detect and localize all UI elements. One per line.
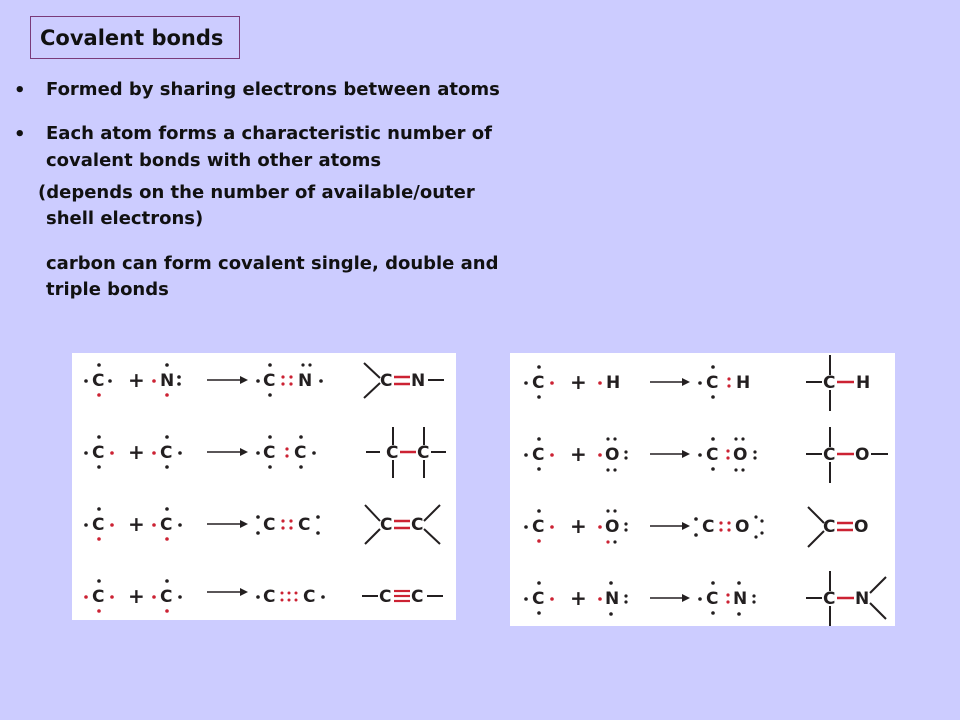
- svg-text:O: O: [855, 445, 870, 465]
- svg-text:H: H: [606, 373, 621, 393]
- row-c-plus-c-single: [84, 427, 446, 478]
- note-carbon-cont: triple bonds: [46, 279, 169, 300]
- svg-text:+: +: [128, 584, 145, 608]
- svg-text:C: C: [702, 517, 715, 537]
- svg-text:C: C: [706, 373, 719, 393]
- note-carbon: carbon can form covalent single, double and: [46, 253, 499, 274]
- svg-text:C: C: [823, 445, 836, 465]
- svg-text:O: O: [733, 445, 748, 465]
- svg-text:C: C: [263, 587, 276, 607]
- svg-text:+: +: [128, 368, 145, 392]
- svg-text:C: C: [823, 373, 836, 393]
- svg-text:C: C: [294, 443, 307, 463]
- bullet-dot: •: [14, 124, 26, 145]
- svg-text:C: C: [823, 517, 836, 537]
- svg-text:C: C: [92, 443, 105, 463]
- row-c-plus-o-single: [524, 427, 888, 483]
- svg-text:H: H: [736, 373, 751, 393]
- svg-text:O: O: [735, 517, 750, 537]
- svg-text:C: C: [263, 443, 276, 463]
- svg-text:C: C: [263, 371, 276, 391]
- svg-text:C: C: [92, 515, 105, 535]
- svg-text:C: C: [298, 515, 311, 535]
- svg-text:C: C: [411, 515, 424, 535]
- svg-text:N: N: [733, 589, 748, 609]
- bullet-sharing: Formed by sharing electrons between atoms: [46, 79, 500, 100]
- row-c-plus-c-double: [84, 505, 440, 544]
- svg-text:N: N: [298, 371, 313, 391]
- svg-text:C: C: [386, 443, 399, 463]
- svg-text:C: C: [380, 371, 393, 391]
- svg-text:C: C: [706, 589, 719, 609]
- svg-text:C: C: [532, 373, 545, 393]
- note-depends-cont: shell electrons): [46, 208, 204, 229]
- svg-text:C: C: [532, 517, 545, 537]
- svg-text:+: +: [570, 370, 587, 394]
- svg-text:C: C: [263, 515, 276, 535]
- svg-text:C: C: [160, 443, 173, 463]
- row-c-plus-n: [84, 363, 444, 398]
- svg-text:O: O: [854, 517, 869, 537]
- svg-text:C: C: [532, 589, 545, 609]
- svg-text:C: C: [532, 445, 545, 465]
- svg-text:+: +: [570, 586, 587, 610]
- svg-text:C: C: [160, 515, 173, 535]
- note-depends: (depends on the number of available/outer: [38, 182, 475, 203]
- slide-title: Covalent bonds: [30, 16, 240, 59]
- svg-text:+: +: [128, 440, 145, 464]
- svg-text:C: C: [92, 587, 105, 607]
- svg-text:+: +: [128, 512, 145, 536]
- svg-text:C: C: [303, 587, 316, 607]
- bullet-dot: •: [14, 80, 26, 101]
- svg-text:C: C: [160, 587, 173, 607]
- svg-text:C: C: [379, 587, 392, 607]
- svg-text:C: C: [380, 515, 393, 535]
- row-c-plus-c-triple: [84, 579, 443, 613]
- heteroatom-bonds-diagram: [510, 353, 895, 626]
- panel-heteroatom-bonds: [510, 353, 895, 626]
- svg-text:+: +: [570, 514, 587, 538]
- svg-text:C: C: [411, 587, 424, 607]
- svg-text:N: N: [411, 371, 426, 391]
- svg-text:C: C: [823, 589, 836, 609]
- svg-text:+: +: [570, 442, 587, 466]
- svg-text:C: C: [417, 443, 430, 463]
- svg-text:H: H: [856, 373, 871, 393]
- bullet-characteristic-cont: covalent bonds with other atoms: [46, 150, 382, 171]
- svg-text:N: N: [605, 589, 620, 609]
- row-c-plus-h: [524, 355, 870, 411]
- svg-text:O: O: [605, 445, 620, 465]
- svg-text:N: N: [855, 589, 870, 609]
- row-c-plus-n: [524, 571, 886, 626]
- panel-carbon-bonds: [72, 353, 456, 620]
- carbon-bonds-diagram: [72, 353, 456, 620]
- svg-text:C: C: [706, 445, 719, 465]
- reactant-a: C: [92, 371, 105, 391]
- svg-text:O: O: [605, 517, 620, 537]
- bullet-characteristic: Each atom forms a characteristic number of: [46, 123, 492, 144]
- reactant-b: N: [160, 371, 175, 391]
- row-c-plus-o-double: [524, 507, 868, 547]
